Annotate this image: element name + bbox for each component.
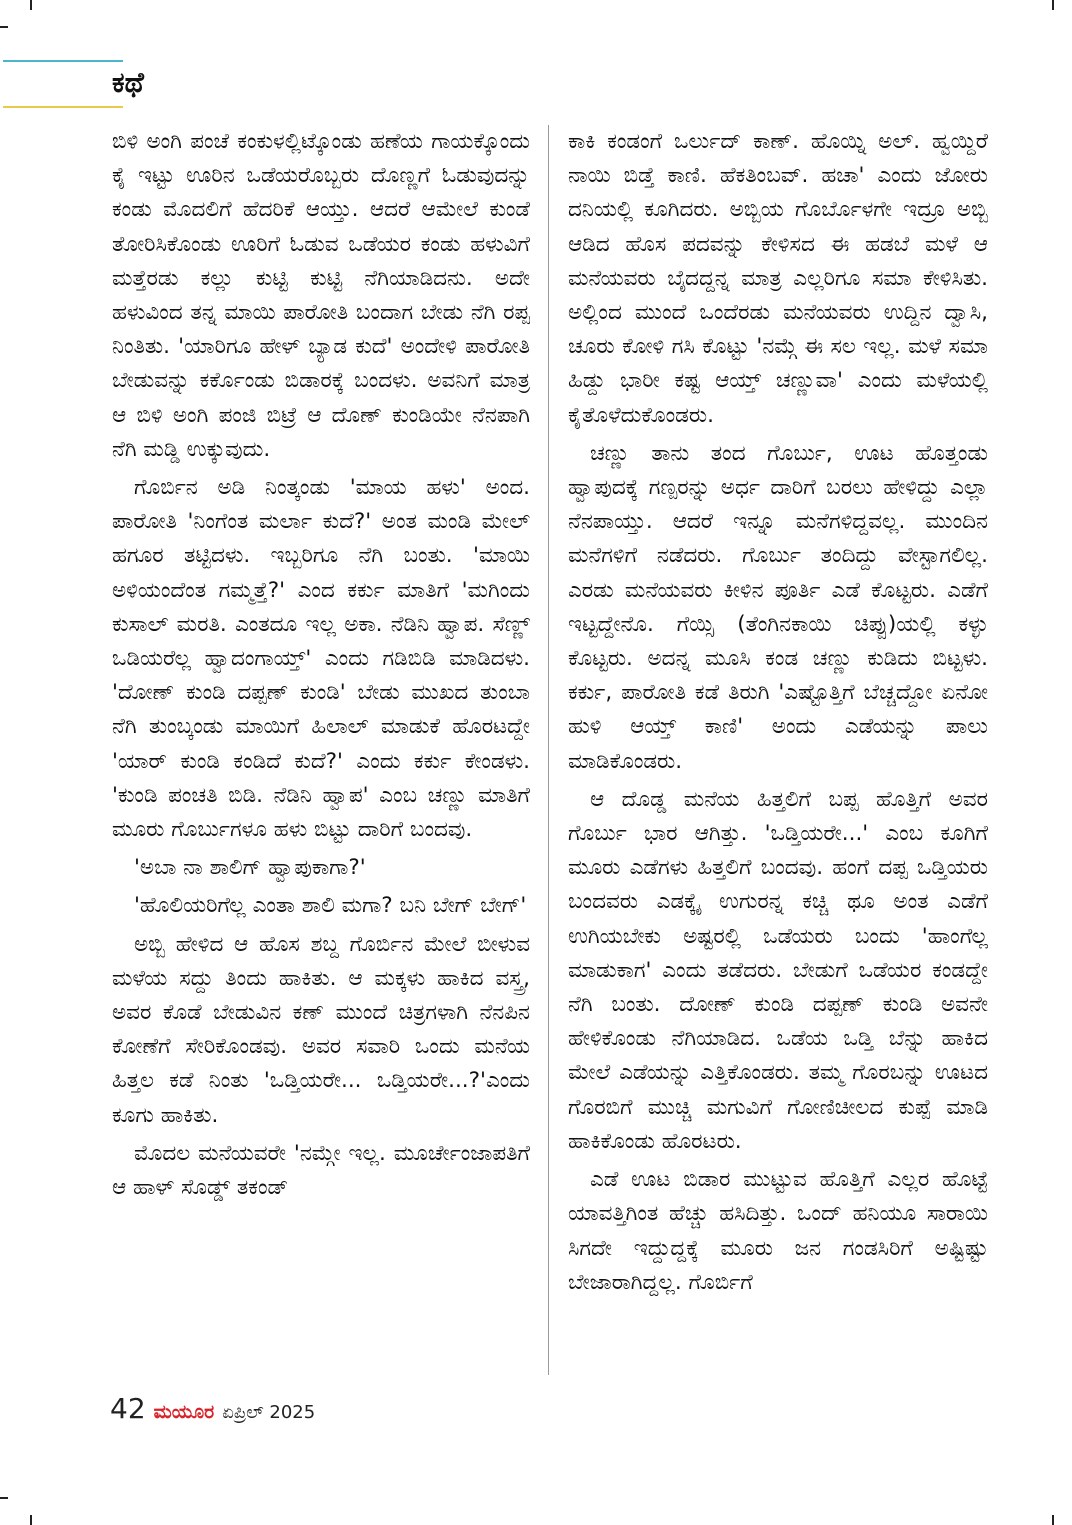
page-footer (110, 1392, 315, 1428)
section-title: ಕಥೆ (112, 66, 144, 99)
paragraph: ಬಿಳಿ ಅಂಗಿ ಪಂಚೆ ಕಂಕುಳಲ್ಲಿಟ್ಕೊಂಡು ಹಣೆಯ ಗಾಯಕ್ಕೊಂದು ಕೈ ಇಟ್ಟು ಊರಿನ ಒಡೆಯರೊಬ್ಬರು ದೊಣ್ಣಗೆ ಓಡುವುದನ್ನು ಕಂಡು ಮೊದಲಿಗೆ ಹೆದರಿಕೆ ಆಯ್ತು. ಆದರೆ ಆಮೇಲೆ ಕುಂಡೆ ತೋರಿಸಿಕೊಂಡು ಊರಿಗೆ ಓಡುವ ಒಡೆಯರ ಕಂಡು ಹಳುವಿಗೆ ಮತ್ತೆರಡು ಕಲ್ಲು ಕುಟ್ಟಿ ಕುಟ್ಟಿ ನೆಗಿಯಾಡಿದನು. ಅದೇ ಹಳುವಿಂದ ತನ್ನ ಮಾಯಿ ಪಾರೋತಿ ಬಂದಾಗ ಬೇಡು ನೆಗಿ ರಪ್ಪ ನಿಂತಿತು. 'ಯಾರಿಗೂ ಹೇಳ್ ಬ್ಯಾಡ ಕುದೆ' ಅಂದೇಳಿ ಪಾರೋತಿ ಬೇಡುವನ್ನು ಕರ್ಕೊಂಡು ಬಿಡಾರಕ್ಕೆ ಬಂದಳು. ಅವನಿಗೆ ಮಾತ್ರ ಆ ಬಿಳಿ ಅಂಗಿ ಪಂಜಿ ಬಿಟ್ರೆ ಆ ದೊಣ್ ಕುಂಡಿಯೇ ನೆನಪಾಗಿ ನೆಗಿ ಮಡ್ಡಿ ಉಕ್ಕುವುದು. (112, 129, 530, 462)
column-divider (548, 125, 549, 1375)
paragraph: ಅಬ್ಬಿ ಹೇಳಿದ ಆ ಹೊಸ ಶಬ್ದ ಗೊರ್ಬಿನ ಮೇಲೆ ಬೀಳುವ ಮಳೆಯ ಸದ್ದು ತಿಂದು ಹಾಕಿತು. ಆ ಮಕ್ಕಳು ಹಾಕಿದ ವಸ್ತ್ರ, ಅವರ ಕೊಡೆ ಬೇಡುವಿನ ಕಣ್ ಮುಂದೆ ಚಿತ್ರಗಳಾಗಿ ನೆನಪಿನ ಕೋಣೆಗೆ ಸೇರಿಕೊಂಡವು. ಅವರ ಸವಾರಿ ಒಂದು ಮನೆಯ ಹಿತ್ತಲ ಕಡೆ ನಿಂತು 'ಒಡ್ತಿಯರೇ... ಒಡ್ತಿಯರೇ...?'ಎಂದು ಕೂಗು ಹಾಕಿತು. (112, 931, 530, 1128)
crop-mark (0, 26, 8, 28)
paragraph: ಚಣ್ಣು ತಾನು ತಂದ ಗೊರ್ಬು, ಊಟ ಹೊತ್ತಂಡು ಹ್ವಾಪುದಕ್ಕೆ ಗಣ್ಪರನ್ನು ಅರ್ಧ ದಾರಿಗೆ ಬರಲು ಹೇಳಿದ್ದು ಎಲ್ಲಾ ನೆನಪಾಯ್ತು. ಆದರೆ ಇನ್ನೂ ಮನೆಗಳಿದ್ದವಲ್ಲ. ಮುಂದಿನ ಮನೆಗಳಿಗೆ ನಡೆದರು. ಗೊರ್ಬು ತಂದಿದ್ದು ವೇಸ್ಟಾಗಲಿಲ್ಲ. ಎರಡು ಮನೆಯವರು ಕೀಳಿನ ಪೂರ್ತಿ ಎಡೆ ಕೊಟ್ಟರು. ಎಡೆಗೆ ಇಟ್ಟದ್ದೇನೊ. ಗೆಯ್ಸಿ (ತೆಂಗಿನಕಾಯಿ ಚಿಪ್ಪು)ಯಲ್ಲಿ ಕಳ್ಳು ಕೊಟ್ಟರು. ಅದನ್ನ ಮೂಸಿ ಕಂಡ ಚಣ್ಣು ಕುಡಿದು ಬಿಟ್ಟಳು. ಕರ್ಕು, ಪಾರೋತಿ ಕಡೆ ತಿರುಗಿ 'ಎಷ್ಟೊತ್ತಿಗೆ ಬೆಚ್ಚದ್ದೋ ಏನೋ ಹುಳಿ ಆಯ್ತ್ ಕಾಣಿ' ಅಂದು ಎಡೆಯನ್ನು ಪಾಲು ಮಾಡಿಕೊಂಡರು. (568, 440, 988, 774)
paragraph: ಗೊರ್ಬಿನ ಅಡಿ ನಿಂತ್ಕಂಡು 'ಮಾಯ ಹಳು' ಅಂದ. ಪಾರೋತಿ 'ನಿಂಗೆಂತ ಮರ್ಲಾ ಕುದೆ?' ಅಂತ ಮಂಡಿ ಮೇಲ್ ಹಗೂರ ತಟ್ಟಿದಳು. ಇಬ್ಬರಿಗೂ ನೆಗಿ ಬಂತು. 'ಮಾಯಿ ಅಳಿಯಂದೆಂತ ಗಮ್ಮತ್ತೆ?' ಎಂದ ಕರ್ಕು ಮಾತಿಗೆ 'ಮಗಿಂದು ಕುಸಾಲ್ ಮರತಿ. ಎಂತದೂ ಇಲ್ಲ ಅಕಾ. ನೆಡಿನಿ ಹ್ವಾಪ. ಸೆಣ್ಣ್ ಒಡಿಯರೆಲ್ಲ ಹ್ವಾದಂಗಾಯ್ತ್' ಎಂದು ಗಡಿಬಿಡಿ ಮಾಡಿದಳು. 'ದೋಣ್ ಕುಂಡಿ ದಪ್ಪಣ್ ಕುಂಡಿ' ಬೇಡು ಮುಖದ ತುಂಬಾ ನೆಗಿ ತುಂಬ್ಕಂಡು ಮಾಯಿಗೆ ಹಿಲಾಲ್ ಮಾಡುಕೆ ಹೊರಟದ್ದೇ 'ಯಾರ್ ಕುಂಡಿ ಕಂಡಿದೆ ಕುದೆ?' ಎಂದು ಕರ್ಕು ಕೇಂಡಳು. 'ಕುಂಡಿ ಪಂಚತಿ ಬಿಡಿ. ನೆಡಿನಿ ಹ್ವಾಪ' ಎಂಬ ಚಣ್ಣು ಮಾತಿಗೆ ಮೂರು ಗೊರ್ಬುಗಳೂ ಹಳು ಬಿಟ್ಟು ದಾರಿಗೆ ಬಂದವು. (112, 475, 530, 843)
crop-mark (1052, 0, 1054, 10)
paragraph: ಆ ದೊಡ್ಡ ಮನೆಯ ಹಿತ್ತಲಿಗೆ ಬಪ್ಪ ಹೊತ್ತಿಗೆ ಅವರ ಗೊರ್ಬು ಭಾರ ಆಗಿತ್ತು. 'ಒಡ್ತಿಯರೇ...' ಎಂಬ ಕೂಗಿಗೆ ಮೂರು ಎಡೆಗಳು ಹಿತ್ತಲಿಗೆ ಬಂದವು. ಹಂಗೆ ದಪ್ಪ ಒಡ್ತಿಯರು ಬಂದವರು ಎಡಕ್ಕೈ ಉಗುರನ್ನ ಕಚ್ಚಿ ಥೂ ಅಂತ ಎಡೆಗೆ ಉಗಿಯಬೇಕು ಅಷ್ಟರಲ್ಲಿ ಒಡೆಯರು ಬಂದು 'ಹಾಂಗೆಲ್ಲ ಮಾಡುಕಾಗ' ಎಂದು ತಡೆದರು. ಬೇಡುಗೆ ಒಡೆಯರ ಕಂಡದ್ದೇ ನೆಗಿ ಬಂತು. ದೋಣ್ ಕುಂಡಿ ದಪ್ಪಣ್ ಕುಂಡಿ ಅವನೇ ಹೇಳಿಕೊಂಡು ನೆಗಿಯಾಡಿದ. ಒಡೆಯ ಒಡ್ತಿ ಬೆನ್ನು ಹಾಕಿದ ಮೇಲೆ ಎಡೆಯನ್ನು ಎತ್ತಿಕೊಂಡರು. ತಮ್ಮ ಗೊರಬನ್ನು ಊಟದ ಗೊರಬಿಗೆ ಮುಚ್ಚಿ ಮಗುವಿಗೆ ಗೋಣಿಚೀಲದ ಕುಪ್ಪೆ ಮಾಡಿ ಹಾಕಿಕೊಂಡು ಹೊರಟರು. (568, 786, 988, 1154)
header-rule-top (3, 60, 123, 62)
page-number: 42 (110, 1392, 146, 1425)
paragraph: 'ಅಬಾ ನಾ ಶಾಲಿಗ್ ಹ್ವಾಪುಕಾಗಾ?' (134, 855, 366, 881)
issue-date: ಏಪ್ರಿಲ್ 2025 (222, 1402, 316, 1423)
paragraph: ಕಾಕಿ ಕಂಡಂಗೆ ಒರ್ಲುದ್ ಕಾಣ್. ಹೊಯ್ನಿ ಅಲ್. ಹ್ವಯ್ದಿರೆ ನಾಯಿ ಬಿಡ್ತೆ ಕಾಣಿ. ಹೆಕತಿಂಬವ್. ಹಚಾ' ಎಂದು ಜೋರು ದನಿಯಲ್ಲಿ ಕೂಗಿದರು. ಅಬ್ಬಿಯ ಗೊರ್ಬೊಳಗೇ ಇದ್ರೂ ಅಬ್ಬಿ ಆಡಿದ ಹೊಸ ಪದವನ್ನು ಕೇಳಿಸದ ಈ ಹಡಬೆ ಮಳೆ ಆ ಮನೆಯವರು ಬೈದದ್ದನ್ನ ಮಾತ್ರ ಎಲ್ಲರಿಗೂ ಸಮಾ ಕೇಳಿಸಿತು. ಅಲ್ಲಿಂದ ಮುಂದೆ ಒಂದೆರಡು ಮನೆಯವರು ಉದ್ದಿನ ದ್ವಾಸಿ, ಚೂರು ಕೋಳಿ ಗಸಿ ಕೊಟ್ಟು 'ನಮ್ಗೆ ಈ ಸಲ ಇಲ್ಲ. ಮಳೆ ಸಮಾ ಹಿಡ್ದು ಭಾರೀ ಕಷ್ಟ ಆಯ್ತ್ ಚಣ್ಣುವಾ' ಎಂದು ಮಳೆಯಲ್ಲಿ ಕೈತೊಳೆದುಕೊಂಡರು. (568, 129, 988, 428)
crop-mark (30, 1515, 32, 1525)
crop-mark (1052, 1515, 1054, 1525)
header-rule-bottom (3, 106, 123, 108)
magazine-name: ಮಯೂರ (153, 1401, 215, 1423)
paragraph: ಎಡೆ ಊಟ ಬಿಡಾರ ಮುಟ್ಟುವ ಹೊತ್ತಿಗೆ ಎಲ್ಲರ ಹೊಟ್ಟೆ ಯಾವತ್ತಿಗಿಂತ ಹೆಚ್ಚು ಹಸಿದಿತ್ತು. ಒಂದ್ ಹನಿಯೂ ಸಾರಾಯಿ ಸಿಗದೇ ಇದ್ದುದ್ದಕ್ಕೆ ಮೂರು ಜನ ಗಂಡಸಿರಿಗೆ ಅಷ್ಟಿಷ್ಟು ಬೇಜಾರಾಗಿದ್ದಲ್ಲ. ಗೊರ್ಬಿಗೆ (568, 1167, 988, 1295)
crop-mark (0, 1497, 8, 1499)
paragraph: ಮೊದಲ ಮನೆಯವರೇ 'ನಮ್ಗೇ ಇಲ್ಲ. ಮೂರ್ಚೇಂಜಾಪತಿಗೆ ಆ ಹಾಳ್ ಸೊಡ್ಡ್ ತಕಂಡ್ (112, 1140, 530, 1201)
right-column (568, 125, 988, 1385)
left-column (112, 125, 530, 1385)
paragraph: 'ಹೊಲಿಯರಿಗೆಲ್ಲ ಎಂತಾ ಶಾಲಿ ಮಗಾ? ಬನಿ ಬೇಗ್ ಬೇಗ್' (134, 893, 527, 919)
crop-mark (30, 0, 32, 10)
